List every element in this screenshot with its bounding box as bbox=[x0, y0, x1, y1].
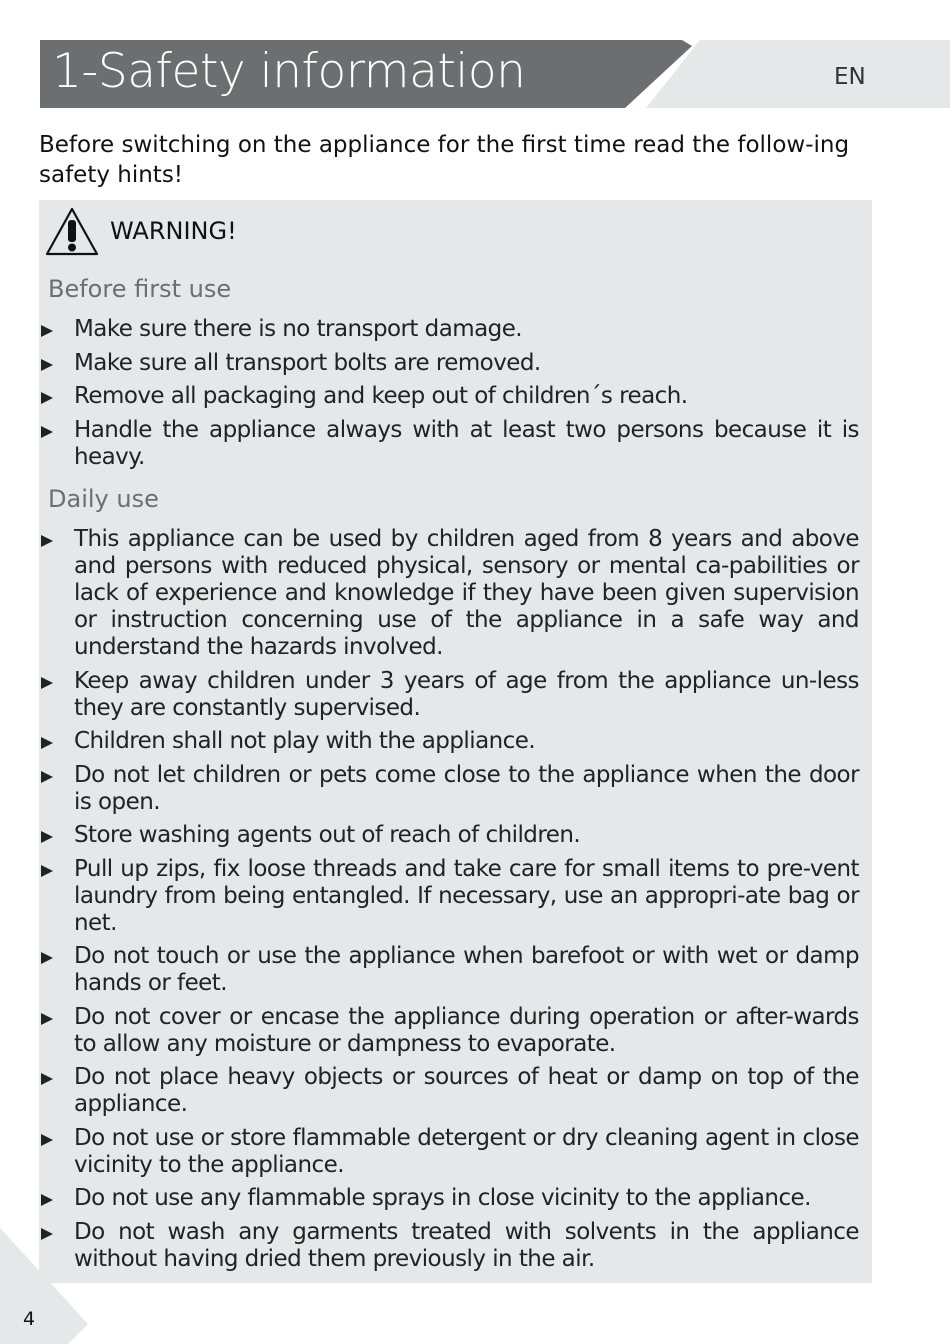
bullet-arrow-icon bbox=[41, 1013, 53, 1025]
list-item bbox=[39, 1004, 859, 1058]
list-item-text: Do not wash any garments treated with solvents in the appliance without having dried them previously in the air. bbox=[74, 1218, 859, 1272]
list-item-text: Make sure all transport bolts are removed. bbox=[74, 349, 541, 376]
intro-text: Before switching on the appliance for the first time read the follow-ing safety hints! bbox=[39, 132, 850, 188]
warning-triangle-icon bbox=[44, 206, 100, 258]
bullet-arrow-icon bbox=[41, 952, 53, 964]
bullet-arrow-icon bbox=[41, 771, 53, 783]
list-item bbox=[39, 417, 859, 471]
warning-title: WARNING! bbox=[110, 217, 237, 245]
list-item-text: Children shall not play with the appliance. bbox=[74, 728, 536, 754]
list-item-text: Handle the appliance always with at least two persons because it is heavy. bbox=[74, 416, 859, 470]
list-item-text: Do not use any flammable sprays in close vicinity to the appliance. bbox=[74, 1185, 811, 1211]
bullet-arrow-icon bbox=[41, 831, 53, 843]
bullet-arrow-icon bbox=[41, 426, 53, 438]
list-item-text: Keep away children under 3 years of age from the appliance un-less they are constantly supervised. bbox=[74, 667, 859, 721]
list-item-text: Do not place heavy objects or sources of heat or damp on top of the appliance. bbox=[74, 1064, 859, 1117]
list-item-text: Pull up zips, fix loose threads and take care for small items to pre-vent laundry from being entangled. If necessary, use an appropri-ate bag or net. bbox=[74, 855, 859, 936]
bullet-arrow-icon bbox=[41, 1073, 53, 1085]
list-item bbox=[39, 728, 859, 755]
list-item bbox=[39, 1219, 859, 1273]
bullet-arrow-icon bbox=[41, 737, 53, 749]
list-item-text: Do not touch or use the appliance when barefoot or with wet or damp hands or feet. bbox=[74, 943, 859, 996]
list-item bbox=[39, 943, 859, 997]
list-item-text: Do not use or store flammable detergent or dry cleaning agent in close vicinity to the appliance. bbox=[74, 1124, 859, 1178]
section-title-before-first-use: Before first use bbox=[48, 275, 232, 303]
list-item bbox=[39, 383, 859, 410]
page-number: 4 bbox=[23, 1308, 36, 1330]
list-item-text: Do not let children or pets come close to the appliance when the door is open. bbox=[74, 761, 859, 815]
list-item bbox=[39, 668, 859, 722]
list-item bbox=[39, 316, 859, 343]
section-title-daily-use: Daily use bbox=[48, 485, 159, 513]
list-item-text: Make sure there is no transport damage. bbox=[74, 316, 523, 342]
bullet-arrow-icon bbox=[41, 535, 53, 547]
before-first-use-list bbox=[39, 316, 859, 477]
list-item bbox=[39, 856, 859, 937]
bullet-arrow-icon bbox=[41, 359, 53, 371]
list-item bbox=[39, 1185, 859, 1212]
page-title: 1-Safety information bbox=[52, 44, 526, 99]
bullet-arrow-icon bbox=[41, 677, 53, 689]
list-item-text: Remove all packaging and keep out of children´s reach. bbox=[74, 383, 688, 409]
list-item bbox=[39, 1125, 859, 1179]
list-item bbox=[39, 822, 859, 849]
list-item bbox=[39, 526, 859, 661]
bullet-arrow-icon bbox=[41, 392, 53, 404]
list-item-text: This appliance can be used by children aged from 8 years and above and persons with reduced physical, sensory or mental ca-pabilities or lack of experience and knowledge if they have been given supervision or instruction concerning use of the appliance in a safe way and understand the hazards involved. bbox=[74, 526, 859, 660]
page-tab bbox=[0, 1228, 90, 1344]
bullet-arrow-icon bbox=[41, 1194, 53, 1206]
bullet-arrow-icon bbox=[41, 325, 53, 337]
list-item bbox=[39, 1064, 859, 1118]
list-item bbox=[39, 350, 859, 377]
language-label: EN bbox=[834, 64, 866, 90]
daily-use-list bbox=[39, 526, 859, 1279]
bullet-arrow-icon bbox=[41, 1134, 53, 1146]
bullet-arrow-icon bbox=[41, 865, 53, 877]
list-item-text: Store washing agents out of reach of children. bbox=[74, 822, 581, 848]
list-item bbox=[39, 762, 859, 816]
list-item-text: Do not cover or encase the appliance during operation or after-wards to allow any moisture or dampness to evaporate. bbox=[74, 1003, 859, 1057]
